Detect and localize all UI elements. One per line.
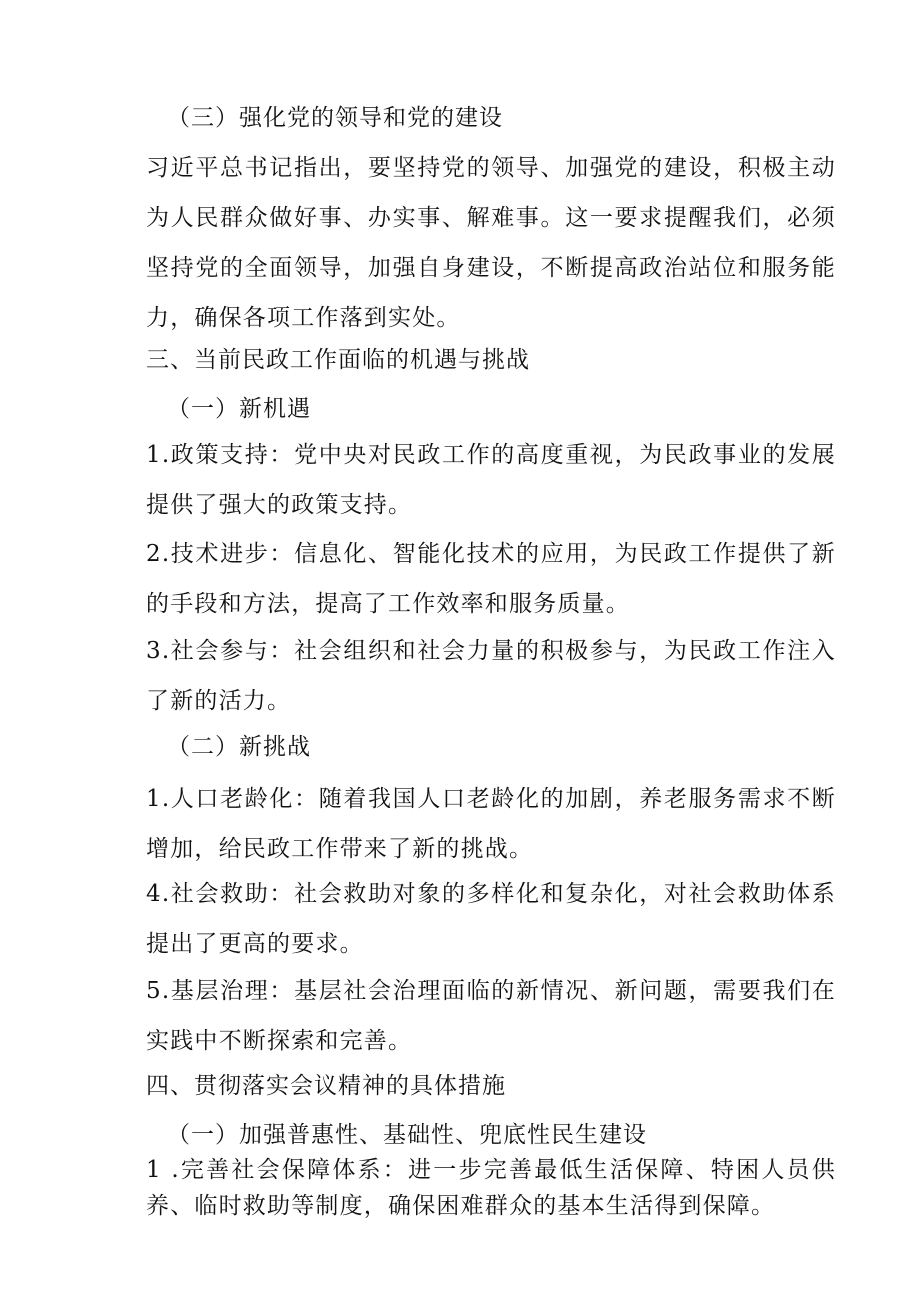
subsection-heading-new-opportunities: （一）新机遇 <box>167 396 311 422</box>
list-item-social-participation: 3.社会参与：社会组织和社会力量的积极参与，为民政工作注入了新的活力。 <box>146 638 836 714</box>
section-heading-opportunities-challenges: 三、当前民政工作面临的机遇与挑战 <box>146 347 530 373</box>
section-heading-specific-measures: 四、贯彻落实会议精神的具体措施 <box>146 1073 506 1099</box>
paragraph-party-leadership: 习近平总书记指出，要坚持党的领导、加强党的建设，积极主动为人民群众做好事、办实事、解难事。这一要求提醒我们，必须坚持党的全面领导，加强自身建设，不断提高政治站位和服务能力，确保各项工作落到实处。 <box>146 155 836 331</box>
list-item-policy-support: 1.政策支持：党中央对民政工作的高度重视，为民政事业的发展提供了强大的政策支持。 <box>146 442 836 518</box>
list-item-social-assistance: 4.社会救助：社会救助对象的多样化和复杂化，对社会救助体系提出了更高的要求。 <box>146 881 836 957</box>
list-item-tech-progress: 2.技术进步：信息化、智能化技术的应用，为民政工作提供了新的手段和方法，提高了工作效率和服务质量。 <box>146 541 836 617</box>
subsection-heading-new-challenges: （二）新挑战 <box>167 734 311 760</box>
subsection-heading-strengthen-party-leadership: （三）强化党的领导和党的建设 <box>167 105 503 131</box>
list-item-social-security-system: 1 .完善社会保障体系：进一步完善最低生活保障、特困人员供养、临时救助等制度，确保困难群众的基本生活得到保障。 <box>146 1157 836 1219</box>
subsection-heading-livelihood-construction: （一）加强普惠性、基础性、兜底性民生建设 <box>167 1122 647 1148</box>
list-item-grassroots-governance: 5.基层治理：基层社会治理面临的新情况、新问题，需要我们在实践中不断探索和完善。 <box>146 978 836 1054</box>
list-item-population-aging: 1.人口老龄化：随着我国人口老龄化的加剧，养老服务需求不断增加，给民政工作带来了新的挑战。 <box>146 786 836 862</box>
